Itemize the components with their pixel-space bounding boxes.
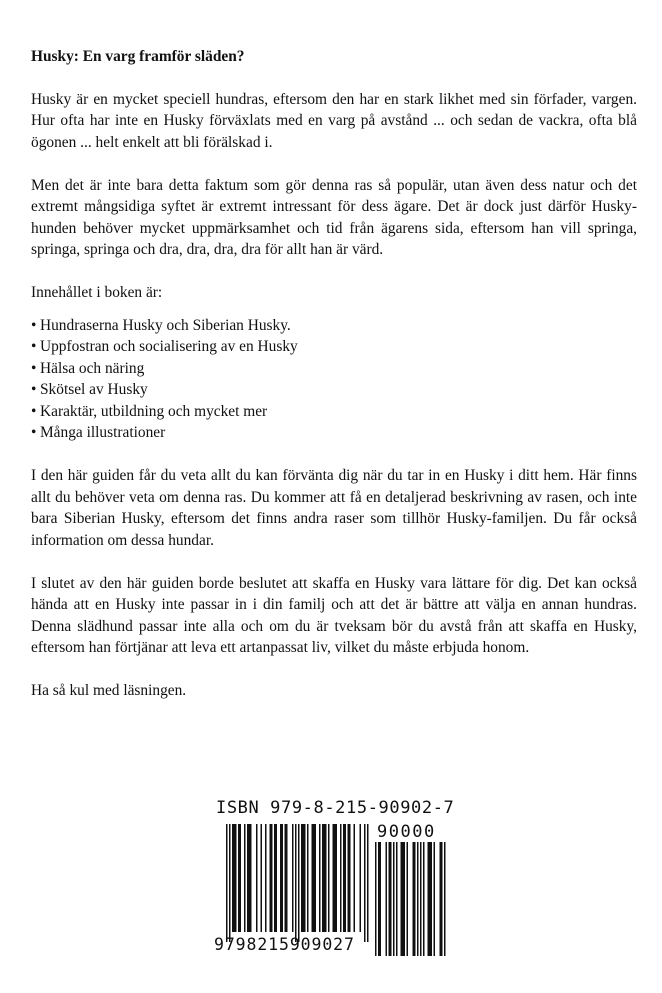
book-title-heading: Husky: En varg framför släden? [31,48,245,65]
barcode-bar [390,842,392,956]
barcode-bar [380,842,382,956]
barcode-bar [378,842,380,956]
barcode-bar [360,824,362,932]
barcode-bar [303,824,305,932]
barcode-bar [386,842,388,956]
barcode-bar [271,824,273,932]
barcode-bar [304,824,306,932]
barcode-bar [226,824,228,942]
barcode-bar [235,824,237,932]
barcode-bar [265,824,267,932]
barcode-bar [244,824,246,932]
barcode-bar [325,824,327,932]
barcode-bar [333,824,335,932]
contents-list-item: • Skötsel av Husky [31,379,637,401]
paragraph-3: I den här guiden får du veta allt du kan förvänta dig när du tar in en Husky i ditt hem. Här finns allt du behöver veta om denna ras. Du kommer att få en detaljerad beskrivning av rasen, och inte bara Siberian Husky, eftersom det finns andra raser som tillhör Husky-familjen. Du får också information om dessa hundar. [31,467,637,549]
barcode-bar [229,824,231,942]
barcode-bar [313,824,315,932]
barcode-bar [247,824,249,932]
barcode-bar [322,824,324,932]
barcode-bar [431,842,433,956]
closing-line: Ha så kul med läsningen. [31,682,187,699]
barcode-bar [404,842,406,956]
barcode-bar [343,824,345,932]
barcode-bar [375,842,377,956]
paragraph-2: Men det är inte bara detta faktum som gör denna ras så populär, utan även dess natur och det extremt mångsidiga syftet är extremt intressant för dess ägare. Det är dock just därför Husky-hunden behöver mycket uppmärksamhet och tid från ägarens sida, eftersom han vill springa, springa, springa och dra, dra, dra, dra för allt han är värd. [31,176,637,258]
barcode-bar [315,824,317,932]
barcode-bar [402,842,404,956]
barcode-bar [417,842,419,956]
barcode-bar [348,824,350,932]
isbn-label: ISBN 979-8-215-90902-7 [216,798,455,818]
barcode-bar [334,824,336,932]
barcode-bar [319,824,321,932]
barcode-bar [345,824,347,932]
barcode-bar [261,824,263,932]
barcode-bar [256,824,258,932]
contents-list-item: • Hälsa och näring [31,358,637,380]
barcode-bar [324,824,326,932]
isbn-barcode [212,798,455,958]
barcode-bar [232,824,234,932]
barcode-bar [364,824,366,942]
barcode-bar [270,824,272,932]
barcode-bar [349,824,351,932]
barcode-bar [298,824,300,942]
barcode-bar [328,824,330,932]
contents-list-item: • Hundraserna Husky och Siberian Husky. [31,315,637,337]
paragraph-4: I slutet av den här guiden borde beslutet att skaffa en Husky vara lättare för dig. Det kan också hända att en Husky inte passar in i din familj och att det är bättre att välja en annan hundras. Denna slädhund passar inte alla och om du är tveksam bör du avstå från att skaffa en Husky, eftersom han förtjänar att leva ett artanpassat liv, vilket du måste erbjuda honom. [31,574,637,656]
barcode-bar [401,842,403,956]
contents-list-item: • Uppfostran och socialisering av en Husky [31,336,637,358]
barcode-bar [234,824,236,932]
barcode-bar [440,842,442,956]
contents-intro: Innehållet i boken är: [31,284,163,301]
barcode-main-digits: 9798215909027 [214,935,355,954]
contents-list-item: • Många illustrationer [31,422,637,444]
barcode-bar [307,824,309,932]
barcode-bar [292,824,294,932]
barcode-bar [274,824,276,932]
barcode-bar [389,842,391,956]
barcode-bar [428,842,430,956]
barcode-bar [285,824,287,932]
barcode-bar [354,824,356,932]
barcode-bar [441,842,443,956]
barcode-bar [393,842,395,956]
barcode-bar [240,824,242,932]
barcode-bar [429,842,431,956]
barcode-bar [396,842,398,956]
barcode-bar [423,842,425,956]
barcode-bar [367,824,369,942]
barcode-bar [340,824,342,932]
barcode-bar [434,842,436,956]
barcode-bar [276,824,278,932]
barcode-bar [420,842,422,956]
barcode-bars [212,798,455,958]
barcode-bar [301,824,303,932]
barcode-bar [249,824,251,932]
barcode-addon-digits: 90000 [377,822,436,842]
barcode-bar [312,824,314,932]
barcode-bar [295,824,297,942]
barcode-bar [444,842,446,956]
barcode-bar [286,824,288,932]
barcode-bar [407,842,409,956]
barcode-bar [250,824,252,932]
barcode-bar [336,824,338,932]
contents-list-item: • Karaktär, utbildning och mycket mer [31,401,637,423]
paragraph-1: Husky är en mycket speciell hundras, eftersom den har en stark likhet med sin förfader, vargen. Hur ofta har inte en Husky förväxlats med en varg på avstånd ... och sedan de vackra, ofta blå ögonen ... helt enkelt att bli förälskad i. [31,90,637,151]
barcode-bar [280,824,282,932]
contents-list [31,315,637,444]
description-text-block [31,46,637,702]
barcode-bar [238,824,240,932]
barcode-bar [414,842,416,956]
barcode-bar [413,842,415,956]
barcode-bar [282,824,284,932]
